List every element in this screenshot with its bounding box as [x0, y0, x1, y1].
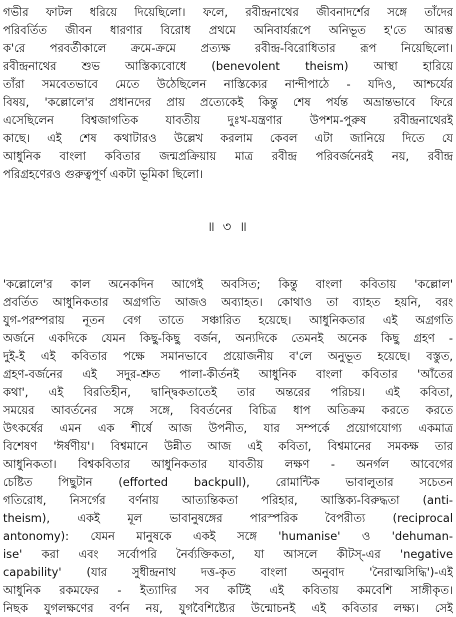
text-line: আধুনিকতা। বিশ্বকবিতার আধুনিকতার যাবতীয় লক্ষণ - অনর্গল আবেগের [3, 457, 453, 471]
text-line: প্রবর্তিত আধুনিকতার অগ্রগতি আজও অব্যাহত। কোথাও তা ব্যাহত হয়নি, বরং [3, 295, 453, 309]
text-line: চেষ্টিত পিছুটান (efforted backpull), রোমান্টিক ভাবালুতার সচেতন [3, 475, 453, 489]
text-line: উৎকর্ষের এমন এক শীর্ষে আজ উপনীত, যার সম্পর্কে প্রয়োগযোগ্য একমাত্র [3, 421, 453, 435]
text-line: পরিবর্তিত জীবন ধারণার বিরোধ প্রথমে অনিবার্যরূপে অনিভূত হ'তে আরম্ভ [3, 23, 453, 37]
text-line: antonomy): যেমন মানুষকে একই সঙ্গে 'humanise' ও 'dehuman- [3, 529, 453, 543]
text-line: কাছে। এই শেষ কথাটারও উল্লেখ করলাম কেবল এটা জানিয়ে দিতে যে [3, 131, 453, 145]
text-line: যুগ-পরম্পরায় নূতন বেগ তাতে সঞ্চারিত হয়েছে। আধুনিকতার এই অগ্রগতি [3, 313, 453, 327]
text-line: সময়ের আবর্তনের সঙ্গে সঙ্গে, বিবর্তনের বিচিত্র ধাপ অতিক্রম করতে করতে [3, 403, 453, 417]
text-line: গতিরোধ, নিসর্গের বর্ণনায় আত্যন্তিকতা পরিহার, আস্তিক্য-বিরুদ্ধতা (anti- [3, 493, 453, 507]
text-line: দুই-ই এই কবিতার পক্ষে সমানভাবে প্রয়োজনীয় ব'লে অনুভূত হয়েছে। বস্তুত, [3, 349, 453, 363]
text-line: বিষয়, 'কল্লোলে'র প্রধানদের প্রায় প্রত্যেকেই কিন্তু শেষ পর্যন্ত অভ্রান্তভাবে ফিরে [3, 95, 453, 109]
text-line: নিছক যুগলক্ষণের বর্ণন নয়, যুগবৈশিষ্ট্যের উন্মোচনই এই কবিতার লক্ষ্য। সেই [3, 601, 453, 615]
text-line: আধুনিক বাংলা কবিতার জন্মপ্রক্রিয়ায় মাত্র রবীন্দ্র পরিবর্জনেরই নয়, রবীন্দ্র [3, 149, 453, 163]
text-line: এসেছিলেন বিশ্বজাগতিক যাবতীয় দুঃখ-যন্ত্রণার উপশম-পুরুষ রবীন্দ্রনাথেরই [3, 113, 453, 127]
text-line: তাঁরা সমবেতভাবে মেতে উঠেছিলেন নাস্তিক্যের নান্দীপাঠে - যদিও, আশ্চর্যের [3, 77, 453, 91]
text-line: আধুনিক রকমফের - ইত্যাদির সব কটিই এই কবিতায় কমবেশি সাঙ্গীকৃত। [3, 583, 453, 597]
paragraph-2 [3, 275, 453, 617]
text-line: 'কল্লোলে'র কাল অনেকদিন আগেই অবসিত; কিন্তু বাংলা কবিতায় 'কল্লোল' [3, 277, 453, 291]
text-line: কথা', এই বিরতিহীন, দ্বান্দ্বিকতাতেই তার অন্তরের পরিচয়। এই কবিতা, [3, 385, 453, 399]
text-line: ক'রে পরবর্তীকালে ক্রমে-ক্রমে প্রত্যক্ষ রবীন্দ্র-বিরোধিতার রূপ নিয়েছিলো। [3, 41, 453, 55]
text-line: রবীন্দ্রনাথের শুভ আস্তিক্যবোধে (benevolent theism) আস্থা হারিয়ে [3, 59, 453, 73]
section-number: ॥ ৩ ॥ [207, 220, 249, 235]
document-page [3, 3, 453, 617]
text-line: বিশেষণ 'ঈর্ষণীয়'। বিশ্বমানে উন্নীত আজ এই কবিতা, বিশ্বমানের সমকক্ষ তার [3, 439, 453, 453]
text-line: অর্জনে একদিকে যেমন কিছু-কিছু বর্জন, অন্যদিকে তেমনই অনেক কিছু গ্রহণ - [3, 331, 453, 345]
text-line: গ্রহণ-বর্জনের এই সদুর-শ্রুত পালা-কীর্তনই আধুনিক বাংলা কবিতার 'আঁতের [3, 367, 453, 381]
text-line: ise' করা এবং সর্বোপরি নৈর্ব্যক্তিকতা, যা আসলে কীটস্-এর 'negative [3, 547, 453, 561]
text-line: capability' (যার সুধীন্দ্রনাথ দত্ত-কৃত বাংলা অনুবাদ 'নৈরাত্মসিদ্ধি')-এই [3, 565, 453, 579]
text-line: theism), একই মূল ভাবানুষঙ্গের পারস্পরিক বৈপরীত্য (reciprocal [3, 511, 453, 525]
paragraph-1 [3, 3, 453, 183]
text-line: গভীর ফাটল ধরিয়ে দিয়েছিলো। ফলে, রবীন্দ্রনাথের জীবনাদর্শের সঙ্গে তাঁদের [3, 5, 453, 19]
text-line: পরিগ্রহণেরও গুরুত্বপূর্ণ একটা ভূমিকা ছিলো। [3, 167, 204, 181]
